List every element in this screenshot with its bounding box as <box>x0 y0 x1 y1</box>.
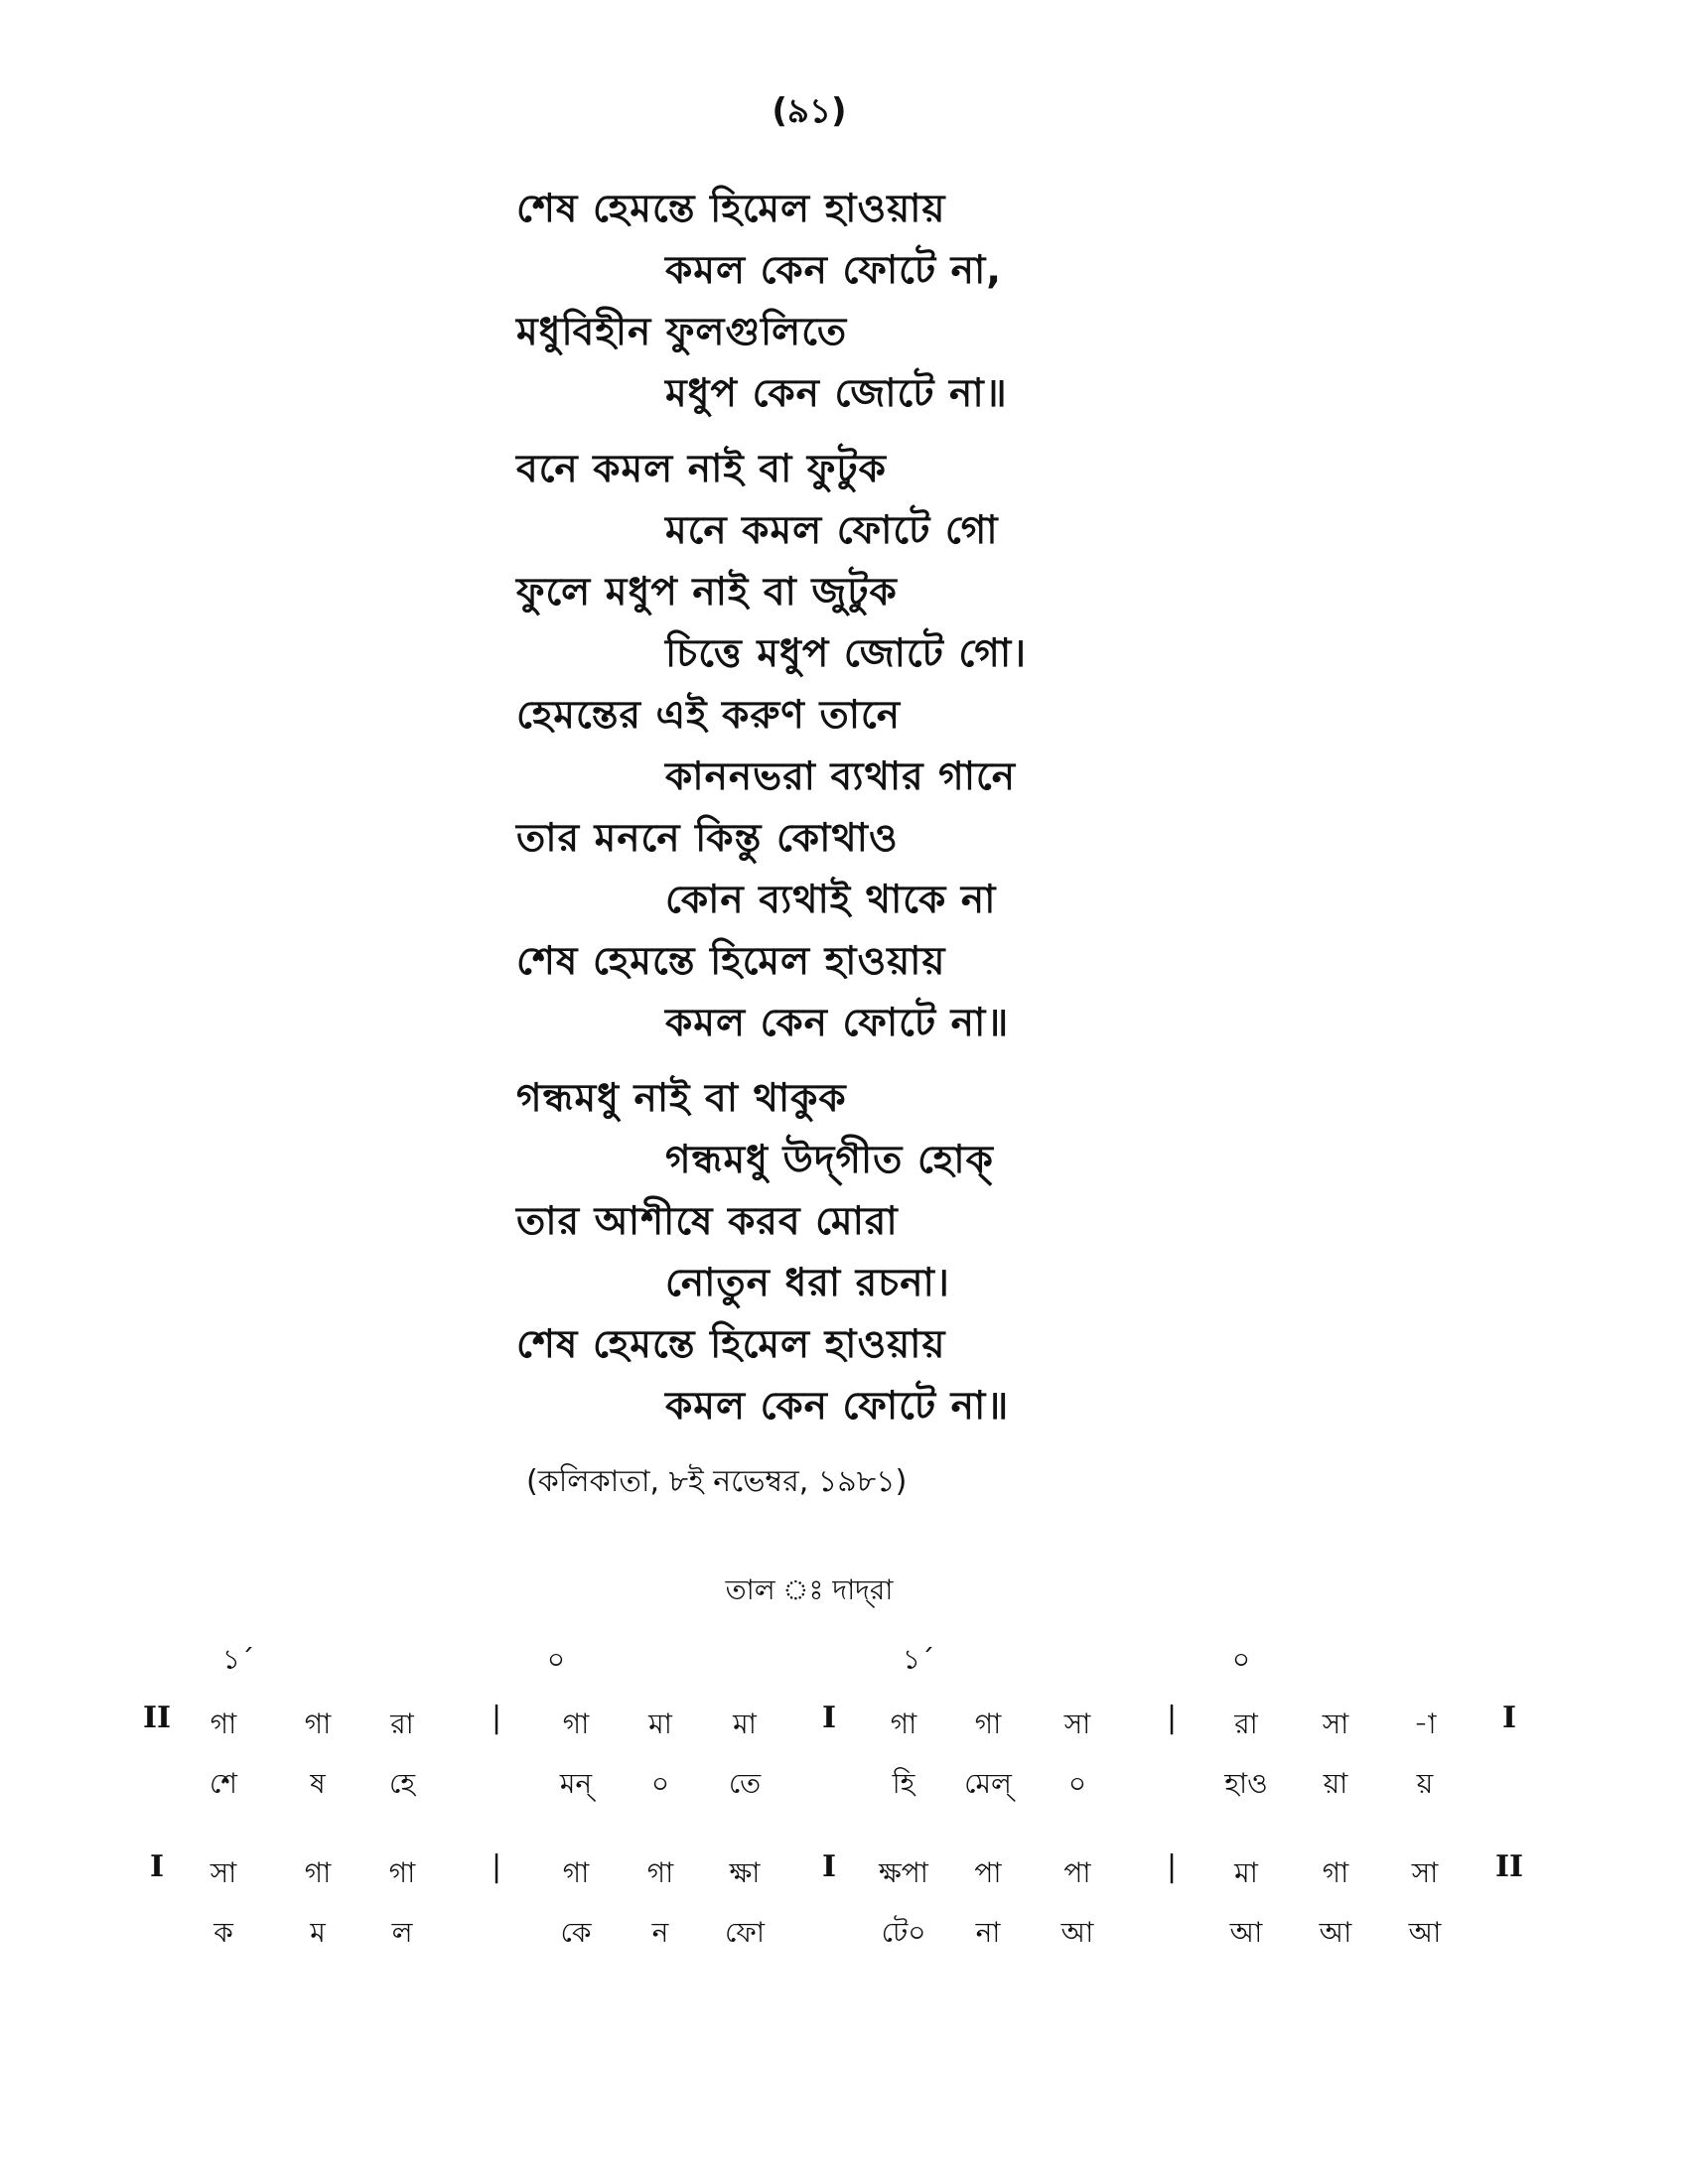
lyric-syllable: আ <box>1060 1916 1094 1949</box>
swara-note: সা <box>1411 1856 1439 1889</box>
bar-line: I <box>821 1701 837 1735</box>
poem-line: নোতুন ধরা রচনা। <box>665 1261 950 1305</box>
bar-line: II <box>142 1701 172 1735</box>
date-line: (কলিকাতা, ৮ই নভেম্বর, ১৯৮১) <box>526 1464 908 1499</box>
swara-note: পা <box>1063 1856 1091 1889</box>
poem-line: মধুপ কেন জোটে না॥ <box>665 371 1008 416</box>
poem-line: গন্ধমধু নাই বা থাকুক <box>516 1076 847 1121</box>
swara-note: গা <box>304 1707 332 1740</box>
poem-line: কমল কেন ফোটে না, <box>665 248 1003 293</box>
notation-table <box>0 1638 1688 1995</box>
poem-line: কাননভরা ব্যথার গানে <box>665 754 1016 799</box>
tal-title: তাল ঃ দাদ্‌রা <box>725 1573 894 1606</box>
lyric-syllable: ০ <box>650 1767 670 1800</box>
swara-note: মা <box>648 1707 672 1740</box>
lyric-syllable: টে০ <box>881 1916 926 1949</box>
swara-note: গা <box>646 1856 674 1889</box>
lyric-syllable: হি <box>892 1767 915 1800</box>
poem-line: বনে কমল নাই বা ফুটুক <box>516 447 887 491</box>
poem-line: শেষ হেমন্তে হিমেল হাওয়ায় <box>516 939 946 984</box>
swara-note: -া <box>1413 1707 1437 1740</box>
lyric-syllable: তে <box>728 1767 762 1800</box>
poem-line: কমল কেন ফোটে না॥ <box>665 1001 1010 1045</box>
page-number: (৯১) <box>772 91 847 131</box>
swara-note: গা <box>974 1707 1002 1740</box>
bar-line: | <box>491 1849 502 1884</box>
lyric-syllable: আ <box>1408 1916 1442 1949</box>
bar-line: I <box>821 1849 837 1884</box>
bar-line: | <box>1166 1701 1178 1735</box>
poem-line: মনে কমল ফোটে গো <box>665 508 999 553</box>
bar-line: I <box>1501 1701 1517 1735</box>
poem <box>516 179 1211 1451</box>
lyric-syllable: না <box>975 1916 1001 1949</box>
beat-mark: ১´ <box>221 1643 255 1676</box>
lyric-syllable: আ <box>1319 1916 1352 1949</box>
lyric-syllable: য়া <box>1323 1767 1348 1800</box>
swara-note: সা <box>210 1856 237 1889</box>
lyric-syllable: মেল্ <box>964 1767 1012 1800</box>
swara-note: গা <box>1322 1856 1349 1889</box>
bar-line: II <box>1494 1849 1524 1884</box>
poem-line: মধুবিহীন ফুলগুলিতে <box>516 310 848 354</box>
bar-line: I <box>149 1849 165 1884</box>
lyric-syllable: ০ <box>1067 1767 1087 1800</box>
lyric-syllable: ল <box>391 1916 413 1949</box>
swara-note: গা <box>304 1856 332 1889</box>
stanza <box>516 179 1211 425</box>
swara-note: মা <box>733 1707 757 1740</box>
swara-note: গা <box>210 1707 237 1740</box>
poem-line: শেষ হেমন্তে হিমেল হাওয়ায় <box>516 187 946 231</box>
lyric-syllable: কে <box>560 1916 592 1949</box>
swara-note: মা <box>1234 1856 1258 1889</box>
swara-note: সা <box>1322 1707 1349 1740</box>
beat-mark: ০ <box>1231 1643 1251 1676</box>
lyric-syllable: ক <box>213 1916 233 1949</box>
stanza <box>516 439 1211 1054</box>
poem-line: হেমন্তের এই করুণ তানে <box>516 693 901 738</box>
lyric-syllable: য় <box>1416 1767 1434 1800</box>
swara-note: রা <box>1234 1707 1258 1740</box>
poem-line: তার মননে কিন্তু কোথাও <box>516 816 899 861</box>
poem-line: কমল কেন ফোটে না॥ <box>665 1384 1010 1429</box>
poem-line: ফুলে মধুপ নাই বা জুটুক <box>516 570 898 614</box>
bar-line: | <box>491 1701 502 1735</box>
swara-note: ক্ষপা <box>879 1856 928 1889</box>
lyric-syllable: হাও <box>1224 1767 1268 1800</box>
swara-note: ক্ষা <box>729 1856 761 1889</box>
swara-note: গা <box>562 1856 590 1889</box>
lyric-syllable: ম <box>310 1916 326 1949</box>
lyric-syllable: আ <box>1229 1916 1263 1949</box>
poem-line: তার আশীষে করব মোরা <box>516 1199 899 1244</box>
lyric-syllable: শে <box>210 1767 237 1800</box>
beat-mark: ০ <box>546 1643 566 1676</box>
lyric-syllable: ন <box>651 1916 669 1949</box>
swara-note: গা <box>388 1856 416 1889</box>
swara-note: পা <box>974 1856 1002 1889</box>
bar-line: | <box>1166 1849 1178 1884</box>
beat-mark: ১´ <box>902 1643 935 1676</box>
swara-note: গা <box>890 1707 917 1740</box>
lyric-syllable: মন্ <box>559 1767 593 1800</box>
poem-line: কোন ব্যথাই থাকে না <box>665 878 997 922</box>
poem-line: চিত্তে মধুপ জোটে গো। <box>665 631 1028 676</box>
swara-note: সা <box>1063 1707 1091 1740</box>
lyric-syllable: হে <box>388 1767 416 1800</box>
poem-line: শেষ হেমন্তে হিমেল হাওয়ায় <box>516 1322 946 1367</box>
swara-note: রা <box>390 1707 414 1740</box>
lyric-syllable: ফো <box>725 1916 765 1949</box>
lyric-syllable: ষ <box>310 1767 326 1800</box>
poem-line: গন্ধমধু উদ্‌গীত হোক্‌ <box>665 1138 994 1182</box>
stanza <box>516 1068 1211 1437</box>
swara-note: গা <box>562 1707 590 1740</box>
